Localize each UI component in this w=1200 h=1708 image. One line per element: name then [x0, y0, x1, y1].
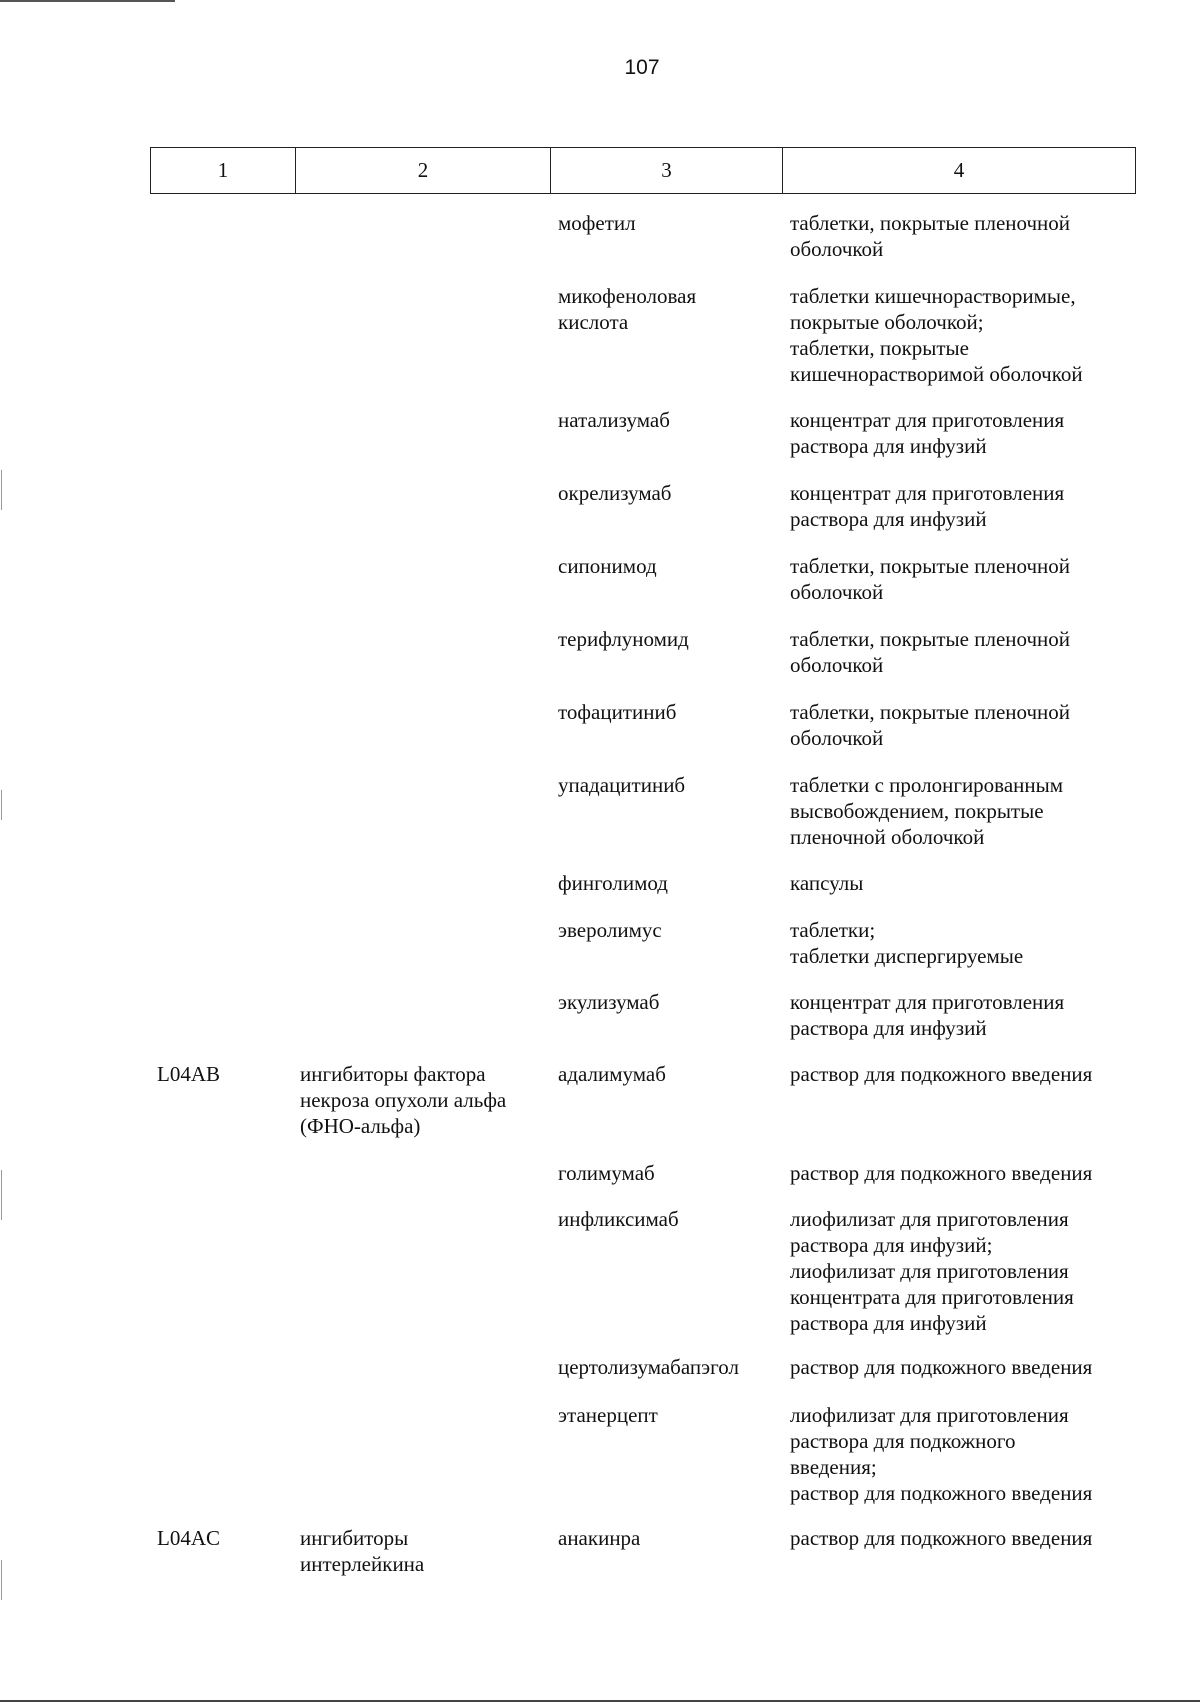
- atc-code: [150, 210, 295, 283]
- pharmacological-group: [295, 407, 550, 480]
- drug-name: финголимод: [558, 871, 668, 895]
- dosage-form: концентрат для приготовления раствора для инфузий: [790, 481, 1065, 531]
- table-row: [150, 1206, 1135, 1354]
- dosage-form: раствор для подкожного введения: [790, 1062, 1093, 1086]
- atc-code: [150, 1160, 295, 1206]
- column-header-3: 3: [551, 148, 783, 194]
- atc-code: [150, 1206, 295, 1354]
- table-row: [150, 1402, 1135, 1525]
- atc-code: [150, 870, 295, 917]
- drug-name: натализумаб: [558, 408, 670, 432]
- pharmacological-group: [295, 772, 550, 870]
- drug-name: голимумаб: [558, 1161, 655, 1185]
- dosage-form: капсулы: [790, 871, 864, 895]
- atc-code: [150, 407, 295, 480]
- scan-edge-left: [1, 1560, 2, 1600]
- dosage-form: лиофилизат для приготовления раствора для инфузий; лиофилизат для приготовления концентрата для приготовления раствора для инфузий: [790, 1207, 1074, 1335]
- dosage-form: таблетки, покрытые пленочной оболочкой: [790, 211, 1071, 261]
- drug-name: инфликсимаб: [558, 1207, 679, 1231]
- drug-name: этанерцепт: [558, 1403, 658, 1427]
- dosage-form: раствор для подкожного введения: [790, 1526, 1093, 1550]
- table-row: [150, 407, 1135, 480]
- atc-code: [150, 283, 295, 407]
- pharmacological-group: [295, 1354, 550, 1402]
- scan-edge-left: [1, 470, 2, 510]
- pharmacological-group: [295, 553, 550, 626]
- table-row: [150, 1354, 1135, 1402]
- table-row: [150, 626, 1135, 699]
- table-row: [150, 772, 1135, 870]
- atc-code: [150, 989, 295, 1061]
- table-row: [150, 917, 1135, 989]
- pharmacological-group: [295, 283, 550, 407]
- drug-name: экулизумаб: [558, 990, 660, 1014]
- column-header-2: 2: [296, 148, 551, 194]
- atc-code: [150, 480, 295, 553]
- dosage-form: раствор для подкожного введения: [790, 1355, 1093, 1379]
- pharmacological-group: [295, 1160, 550, 1206]
- column-header-4: 4: [783, 148, 1136, 194]
- atc-code: [150, 699, 295, 772]
- dosage-form: лиофилизат для приготовления раствора для подкожного введения; раствор для подкожного введения: [790, 1403, 1093, 1505]
- pharmacological-group: [295, 699, 550, 772]
- dosage-form: концентрат для приготовления раствора для инфузий: [790, 408, 1065, 458]
- drug-name: упадацитиниб: [558, 773, 686, 797]
- drug-list: [150, 210, 1135, 1585]
- dosage-form: таблетки, покрытые пленочной оболочкой: [790, 554, 1071, 604]
- pharmacological-group: ингибиторы фактора некроза опухоли альфа (ФНО-альфа): [300, 1062, 507, 1138]
- table-row: [150, 1061, 1135, 1160]
- column-header-1: 1: [151, 148, 296, 194]
- scan-edge-bottom: [0, 1700, 1200, 1702]
- dosage-form: таблетки, покрытые пленочной оболочкой: [790, 700, 1071, 750]
- drug-name: цертолизумабапэгол: [558, 1355, 739, 1379]
- table-row: [150, 283, 1135, 407]
- drug-name: окрелизумаб: [558, 481, 672, 505]
- dosage-form: раствор для подкожного введения: [790, 1161, 1093, 1185]
- table-row: [150, 1525, 1135, 1585]
- drug-name: сипонимод: [558, 554, 657, 578]
- dosage-form: таблетки с пролонгированным высвобождением, покрытые пленочной оболочкой: [790, 773, 1064, 849]
- scan-edge-left: [1, 790, 2, 820]
- atc-code: L04AC: [157, 1526, 220, 1550]
- atc-code: [150, 917, 295, 989]
- atc-code: [150, 626, 295, 699]
- drug-name: адалимумаб: [558, 1062, 666, 1086]
- atc-code: [150, 1354, 295, 1402]
- atc-code: [150, 553, 295, 626]
- pharmacological-group: [295, 210, 550, 283]
- pharmacological-group: [295, 917, 550, 989]
- pharmacological-group: [295, 870, 550, 917]
- table-row: [150, 699, 1135, 772]
- drug-name: микофеноловая кислота: [558, 284, 697, 334]
- atc-code: L04AB: [157, 1062, 220, 1086]
- dosage-form: таблетки кишечнорастворимые, покрытые оболочкой; таблетки, покрытые кишечнорастворимой оболочкой: [790, 284, 1083, 386]
- pharmacological-group: [295, 626, 550, 699]
- table-row: [150, 1160, 1135, 1206]
- pharmacological-group: [295, 1402, 550, 1525]
- table-row: [150, 210, 1135, 283]
- scan-edge-top: [0, 0, 175, 2]
- pharmacological-group: [295, 1206, 550, 1354]
- table-row: [150, 553, 1135, 626]
- pharmacological-group: [295, 989, 550, 1061]
- table-row: [150, 480, 1135, 553]
- drug-name: мофетил: [558, 211, 636, 235]
- dosage-form: таблетки; таблетки диспергируемые: [790, 918, 1024, 968]
- pharmacological-group: ингибиторы интерлейкина: [300, 1526, 425, 1576]
- table-row: [150, 870, 1135, 917]
- atc-code: [150, 1402, 295, 1525]
- dosage-form: концентрат для приготовления раствора для инфузий: [790, 990, 1065, 1040]
- scan-edge-left: [1, 1170, 2, 1220]
- drug-name: эверолимус: [558, 918, 662, 942]
- column-header-table: [150, 147, 1136, 194]
- drug-name: терифлуномид: [558, 627, 689, 651]
- dosage-form: таблетки, покрытые пленочной оболочкой: [790, 627, 1071, 677]
- table-row: [150, 989, 1135, 1061]
- atc-code: [150, 772, 295, 870]
- drug-name: тофацитиниб: [558, 700, 677, 724]
- column-header-row: [151, 148, 1136, 194]
- page-number: 107: [624, 56, 660, 79]
- drug-name: анакинра: [558, 1526, 641, 1550]
- pharmacological-group: [295, 480, 550, 553]
